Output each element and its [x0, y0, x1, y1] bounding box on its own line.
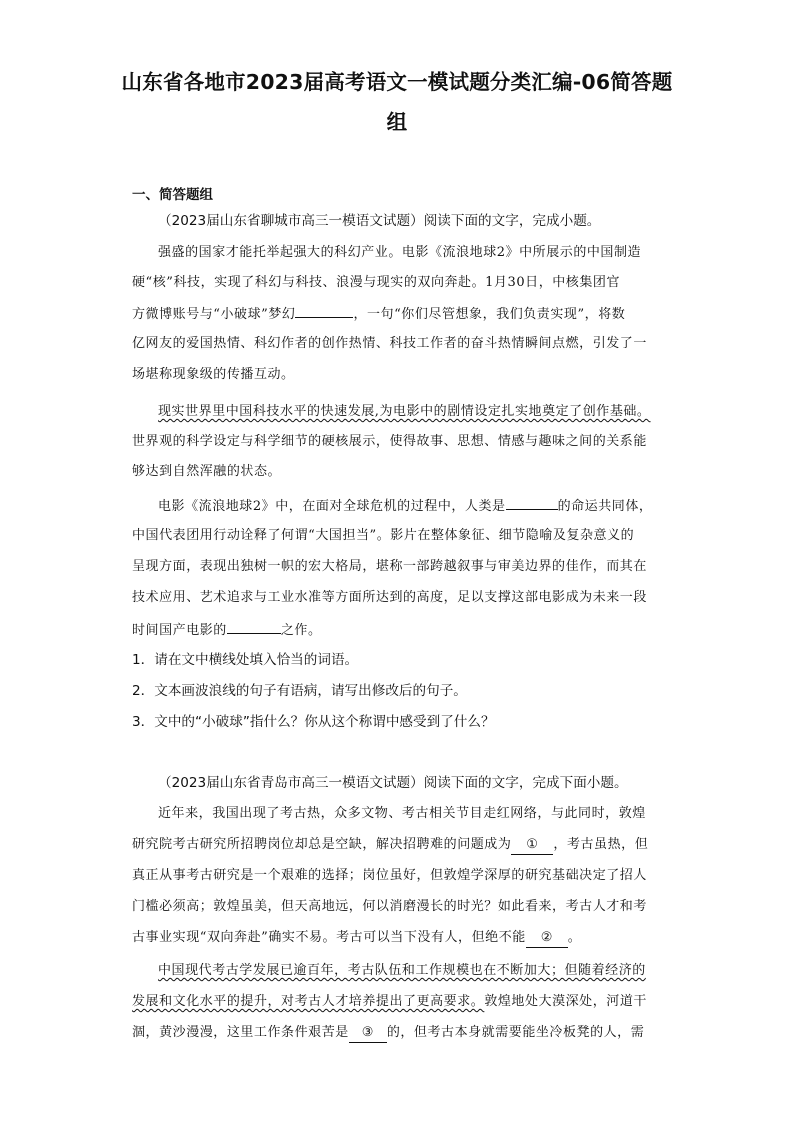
- text-segment: 电影《流浪地球2》中，在面对全球危机的过程中，人类是: [158, 499, 506, 514]
- wavy-underlined-sentence: 发展和文化水平的提升，对考古人才培养提出了更高要求。: [132, 994, 485, 1009]
- passage1-line: 世界观的科学设定与科学细节的硬核展示，使得故事、思想、情感与趣味之间的关系能: [132, 434, 647, 449]
- text-segment: 研究院考古研究所招聘岗位却总是空缺，解决招聘难的问题成为: [132, 837, 512, 852]
- passage2-line: [132, 1024, 644, 1043]
- wavy-underlined-sentence: 中国现代考古学发展已逾百年，考古队伍和工作规模也在不断加大；但随着经济的: [158, 963, 646, 978]
- text-segment: 涸，黄沙漫漫，这里工作条件艰苦是: [132, 1025, 349, 1040]
- passage1-line: 场堪称现象级的传播互动。: [132, 367, 295, 382]
- passage1-line: 强盛的国家才能托举起强大的科幻产业。电影《流浪地球2》中所展示的中国制造: [158, 245, 642, 260]
- text-segment: 时间国产电影的: [132, 623, 227, 638]
- numbered-blank: ③: [349, 1024, 387, 1043]
- passage2-line: 近年来，我国出现了考古热，众多文物、考古相关节目走红网络，与此同时，敦煌: [158, 806, 646, 821]
- text-segment: 敦煌地处大漠深处，河道干: [484, 994, 647, 1009]
- passage2-line: [132, 836, 648, 855]
- numbered-blank: ②: [526, 929, 568, 948]
- passage1-line: [132, 620, 322, 640]
- numbered-blank: ①: [511, 836, 553, 855]
- passage1-intro: （2023届山东省聊城市高三一模语文试题）阅读下面的文字，完成小题。: [158, 213, 601, 229]
- text-segment: 。: [567, 930, 582, 945]
- passage2-line: [132, 929, 581, 948]
- text-segment: 的命运共同体，: [557, 499, 653, 514]
- text-segment: 之作。: [280, 623, 322, 638]
- text-segment: 的，但考古本身就需要能坐冷板凳的人，需: [386, 1025, 645, 1040]
- passage1-line: [132, 304, 625, 324]
- fill-blank: [506, 496, 558, 510]
- document-title: [100, 62, 694, 142]
- passage2-line: 真正从事考古研究是一个艰难的选择；岗位虽好，但敦煌学深厚的研究基础决定了招人: [132, 868, 647, 883]
- text-segment: ，一句“你们尽管想象，我们负责实现”，将数: [353, 307, 626, 322]
- wavy-underlined-sentence: 现实世界里中国科技水平的快速发展,为电影中的剧情设定扎实地奠定了创作基础。: [158, 404, 651, 419]
- text-segment: 方微博账号与“小破球”梦幻: [132, 307, 296, 322]
- title-line-2: 组: [386, 110, 408, 134]
- passage1-line: 技术应用、艺术追求与工业水准等方面所达到的高度，足以支撑这部电影成为未来一段: [132, 590, 647, 605]
- passage1-line: 呈现方面，表现出独树一帜的宏大格局，堪称一部跨越叙事与审美边界的佳作，而其在: [132, 559, 647, 574]
- passage2-line: [158, 962, 646, 980]
- passage1-line: 够达到自然浑融的状态。: [132, 464, 282, 479]
- question-item: 1．请在文中横线处填入恰当的词语。: [132, 652, 359, 668]
- fill-blank: [227, 620, 281, 634]
- fill-blank: [295, 304, 353, 318]
- question-item: 3．文中的“小破球”指什么？你从这个称谓中感受到了什么？: [132, 714, 495, 730]
- passage1-line: 亿网友的爱国热情、科幻作者的创作热情、科技工作者的奋斗热情瞬间点燃，引发了一: [132, 336, 647, 351]
- passage1-line: [158, 403, 650, 421]
- passage2-line: 门槛必须高；敦煌虽美，但天高地远，何以消磨漫长的时光？如此看来，考古人才和考: [132, 899, 647, 914]
- passage2-line: [132, 993, 647, 1011]
- title-line-1: 山东省各地市2023届高考语文一模试题分类汇编-06简答题: [121, 70, 673, 94]
- text-segment: 古事业实现“双向奔赴”确实不易。考古可以当下没有人，但绝不能: [132, 930, 526, 945]
- passage1-line: 中国代表团用行动诠释了何谓“大国担当”。影片在整体象征、细节隐喻及复杂意义的: [132, 528, 635, 543]
- passage2-intro: （2023届山东省青岛市高三一模语文试题）阅读下面的文字，完成下面小题。: [158, 775, 628, 791]
- passage1-line: 硬“核”科技，实现了科幻与科技、浪漫与现实的双向奔赴。1月30日，中核集团官: [132, 275, 621, 290]
- passage1-line: [158, 496, 652, 516]
- question-item: 2．文本画波浪线的句子有语病，请写出修改后的句子。: [132, 683, 467, 699]
- section-heading: 一、简答题组: [132, 187, 213, 203]
- text-segment: ，考古虽热，但: [553, 837, 649, 852]
